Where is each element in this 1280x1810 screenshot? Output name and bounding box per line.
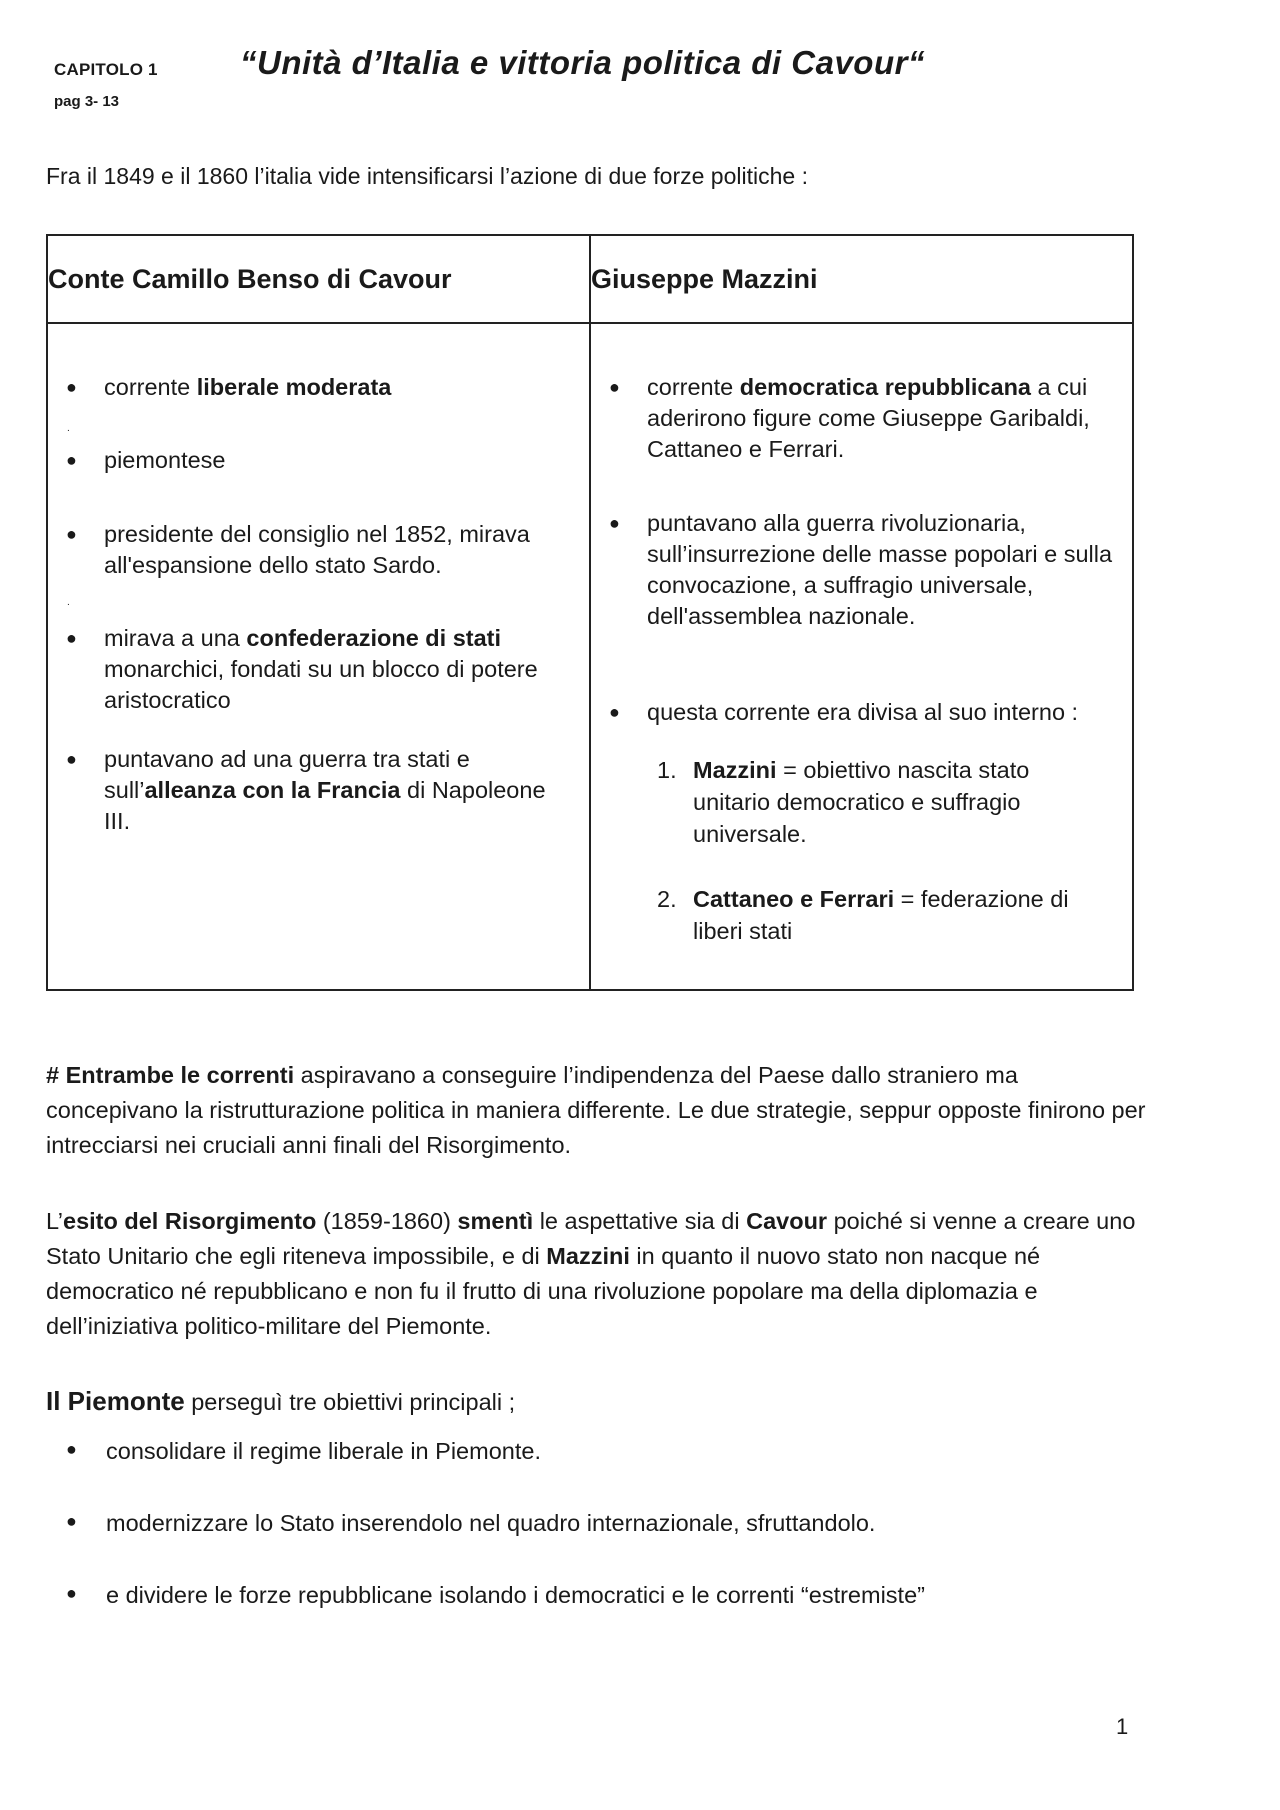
mazzini-header: Giuseppe Mazzini: [590, 235, 1133, 323]
piemonte-goals-list: [46, 1438, 1146, 1654]
page-number: 1: [1116, 1714, 1129, 1739]
list-item: ● presidente del consiglio nel 1852, mirava all'espansione dello stato Sardo.: [48, 519, 589, 581]
list-item: ● corrente liberale moderata: [48, 372, 589, 403]
list-item: ● consolidare il regime liberale in Piemonte.: [46, 1438, 1146, 1510]
list-item: ● corrente democratica repubblicana a cui aderirono figure come Giuseppe Garibaldi, Cattaneo e Ferrari.: [591, 372, 1132, 465]
list-item: ● puntavano alla guerra rivoluzionaria, sull’insurrezione delle masse popolari e sulla convocazione, a suffragio universale, dell'assemblea nazionale.: [591, 508, 1132, 632]
cavour-header: Conte Camillo Benso di Cavour: [47, 235, 590, 323]
cavour-column: ● corrente liberale moderata ● piemontese ● presidente del consiglio nel 1852, mirava all'espansione dello stato Sardo. ● mirava a una confederazione di stati monarchici, fondati su un blocco di potere aristocratico ● puntavano ad una guerra tra stati e sull’alleanza con la Francia di Napoleone III. . .: [47, 323, 590, 990]
intro-text: Fra il 1849 e il 1860 l’italia vide intensificarsi l’azione di due forze politiche :: [46, 163, 808, 189]
page-range: pag 3- 13: [54, 93, 120, 110]
list-item: ● piemontese: [48, 445, 589, 476]
paragraph-correnti: # Entrambe le correnti aspiravano a conseguire l’indipendenza del Paese dallo straniero ma concepivano la ristrutturazione politica in maniera differente. Le due strategie, seppur opposte finirono per intrecciarsi nei cruciali anni finali del Risorgimento.: [46, 1062, 1146, 1158]
numbered-item: 1. Mazzini = obiettivo nascita stato unitario democratico e suffragio universale.: [657, 757, 1030, 847]
chapter-label: CAPITOLO 1: [54, 60, 158, 79]
page-title: “Unità d’Italia e vittoria politica di Cavour“: [240, 44, 925, 81]
list-item: ● e dividere le forze repubblicane isolando i democratici e le correnti “estremiste”: [46, 1582, 1146, 1654]
list-item: ● modernizzare lo Stato inserendolo nel quadro internazionale, sfruttandolo.: [46, 1510, 1146, 1582]
mazzini-column: [590, 323, 1133, 990]
list-item: ● mirava a una confederazione di stati monarchici, fondati su un blocco di potere aristocratico: [48, 623, 589, 716]
list-item: ● puntavano ad una guerra tra stati e sull’alleanza con la Francia di Napoleone III.: [48, 744, 589, 837]
list-item: ● questa corrente era divisa al suo interno :: [591, 697, 1132, 728]
comparison-table: [46, 234, 1134, 991]
piemonte-heading: Il Piemonte perseguì tre obiettivi principali ;: [46, 1386, 516, 1416]
numbered-item: 2. Cattaneo e Ferrari = federazione di liberi stati: [657, 886, 1069, 944]
paragraph-esito: L’esito del Risorgimento (1859-1860) smentì le aspettative sia di Cavour poiché si venne a creare uno Stato Unitario che egli riteneva impossibile, e di Mazzini in quanto il nuovo stato non nacque né democratico né repubblicano e non fu il frutto di una rivoluzione popolare ma della diplomazia e dell’iniziativa politico-militare del Piemonte.: [46, 1208, 1136, 1339]
